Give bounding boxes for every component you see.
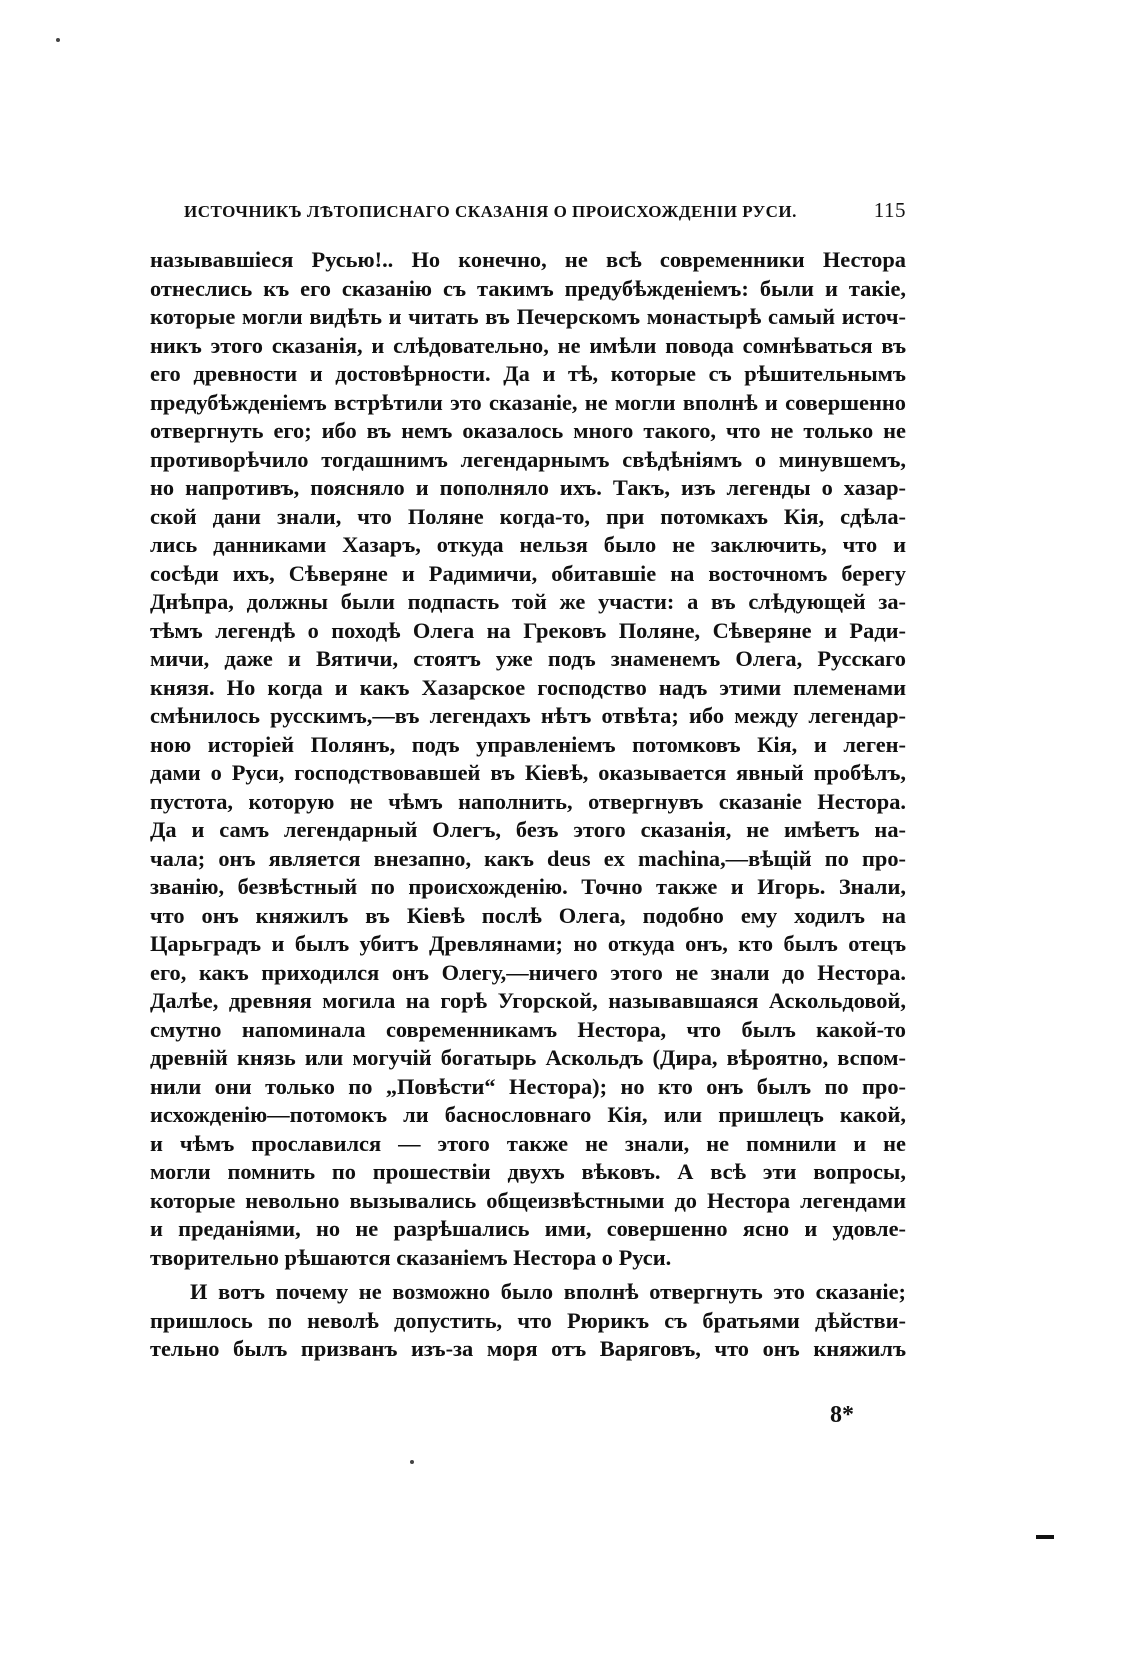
text-line: мичи, даже и Вятичи, стоятъ уже подъ знаменемъ Олега, Русскаго bbox=[150, 646, 906, 671]
text-line: что онъ княжилъ въ Кіевѣ послѣ Олега, подобно ему ходилъ на bbox=[150, 902, 906, 928]
text-line: И вотъ почему не возможно было вполнѣ отвергнуть это сказаніе; bbox=[190, 1279, 906, 1304]
text-line: его древности и достовѣрности. Да и тѣ, которые съ рѣшительнымъ bbox=[150, 361, 906, 386]
text-line: тельно былъ призванъ изъ-за моря отъ Варяговъ, что онъ княжилъ bbox=[150, 1336, 906, 1361]
text-line: дами о Руси, господствовавшей въ Кіевѣ, оказывается явный пробѣлъ, bbox=[150, 760, 906, 785]
text-line: сосѣди ихъ, Сѣверяне и Радимичи, обитавшіе на восточномъ берегу bbox=[150, 560, 906, 586]
text-line: и чѣмъ прославился — этого также не знали, не помнили и не bbox=[150, 1130, 906, 1156]
body-text bbox=[150, 246, 906, 1364]
text-line: Днѣпра, должны были подпасть той же участи: а въ слѣдующей за- bbox=[150, 589, 906, 614]
text-line: которые могли видѣть и читать въ Печерскомъ монастырѣ самый источ- bbox=[150, 304, 906, 329]
text-line: смутно напоминала современникамъ Нестора, что былъ какой-то bbox=[150, 1016, 906, 1042]
running-head bbox=[184, 198, 906, 223]
text-line: князя. Но когда и какъ Хазарское господство надъ этими племенами bbox=[150, 674, 906, 700]
text-line: Да и самъ легендарный Олегъ, безъ этого сказанія, не имѣетъ на- bbox=[150, 817, 906, 842]
text-line: но напротивъ, поясняло и пополняло ихъ. Такъ, изъ легенды о хазар- bbox=[150, 475, 906, 500]
text-line: называвшіеся Русью!.. Но конечно, не всѣ современники Нестора bbox=[150, 247, 906, 272]
text-line: отвергнуть его; ибо въ немъ оказалось много такого, что не только не bbox=[150, 418, 906, 443]
text-line: лись данниками Хазаръ, откуда нельзя было не заключить, что и bbox=[150, 532, 906, 557]
text-line: Царьградъ и былъ убитъ Древлянами; но откуда онъ, кто былъ отецъ bbox=[150, 931, 906, 956]
text-line: званію, безвѣстный по происхожденію. Точно также и Игорь. Знали, bbox=[150, 874, 906, 899]
running-head-title: ИСТОЧНИКЪ ЛѢТОПИСНАГО СКАЗАНІЯ О ПРОИСХОЖДЕНІИ РУСИ. bbox=[184, 202, 797, 221]
text-line: и преданіями, но не разрѣшались ими, совершенно ясно и удовле- bbox=[150, 1216, 906, 1241]
margin-dash bbox=[1036, 1535, 1054, 1539]
text-line: предубѣжденіемъ встрѣтили это сказаніе, не могли вполнѣ и совершенно bbox=[150, 389, 906, 415]
text-line: отнеслись къ его сказанію съ такимъ предубѣжденіемъ: были и такіе, bbox=[150, 275, 906, 301]
text-line: нили они только по „Повѣсти“ Нестора); но кто онъ былъ по про- bbox=[150, 1073, 906, 1099]
page-number: 115 bbox=[873, 198, 906, 222]
text-line: его, какъ приходился онъ Олегу,—ничего этого не знали до Нестора. bbox=[150, 959, 906, 985]
text-line: пустота, которую не чѣмъ наполнить, отвергнувъ сказаніе Нестора. bbox=[150, 788, 906, 814]
text-line: ской дани знали, что Поляне когда-то, при потомкахъ Кія, сдѣла- bbox=[150, 503, 906, 529]
signature-mark: 8* bbox=[830, 1402, 854, 1428]
text-line: исхожденію—потомокъ ли баснословнаго Кія, или пришлецъ какой, bbox=[150, 1102, 906, 1127]
scan-speck bbox=[56, 38, 60, 42]
text-line: которые невольно вызывались общеизвѣстными до Нестора легендами bbox=[150, 1187, 906, 1213]
text-line: древній князь или могучій богатырь Аскольдъ (Дира, вѣроятно, вспом- bbox=[150, 1045, 906, 1070]
text-line: никъ этого сказанія, и слѣдовательно, не имѣли повода сомнѣваться въ bbox=[150, 332, 906, 358]
text-line: Далѣе, древняя могила на горѣ Угорской, называвшаяся Аскольдовой, bbox=[150, 988, 906, 1013]
text-line: тѣмъ легендѣ о походѣ Олега на Грековъ Поляне, Сѣверяне и Ради- bbox=[150, 617, 906, 643]
text-line: смѣнилось русскимъ,—въ легендахъ нѣтъ отвѣта; ибо между легендар- bbox=[150, 703, 906, 728]
scan-speck bbox=[410, 1460, 414, 1464]
text-line: творительно рѣшаются сказаніемъ Нестора о Руси. bbox=[150, 1244, 672, 1270]
text-line: пришлось по неволѣ допустить, что Рюрикъ съ братьями дѣйстви- bbox=[150, 1307, 906, 1333]
text-line: чала; онъ является внезапно, какъ deus ex machina,—вѣщій по про- bbox=[150, 845, 906, 871]
text-line: противорѣчило тогдашнимъ легендарнымъ свѣдѣніямъ о минувшемъ, bbox=[150, 446, 906, 472]
text-line: ною исторіей Полянъ, подъ управленіемъ потомковъ Кія, и леген- bbox=[150, 731, 906, 757]
text-line: могли помнить по прошествіи двухъ вѣковъ. А всѣ эти вопросы, bbox=[150, 1159, 906, 1184]
